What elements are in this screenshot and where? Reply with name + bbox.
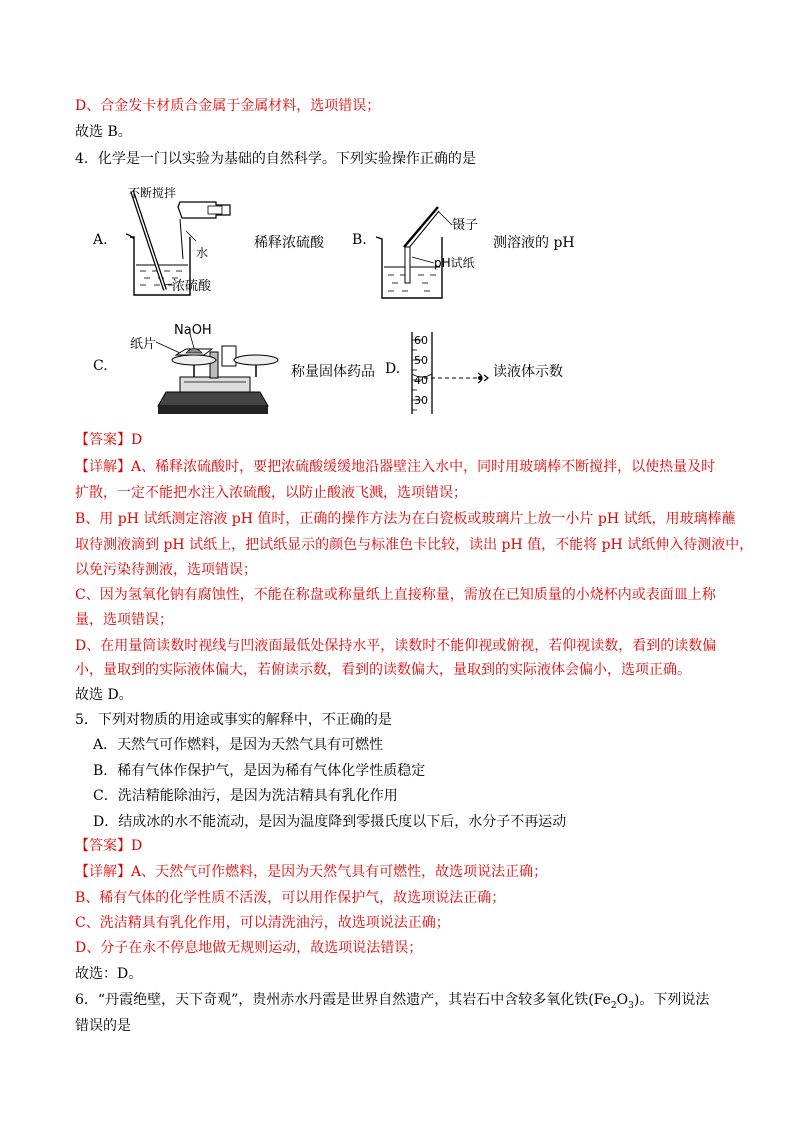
q5-detail-line-2: B、稀有气体的化学性质不活泼，可以用作保护气，故选项说法正确； [75, 890, 506, 906]
cylinder-tick-60: 60 [414, 334, 428, 347]
q4-detail-line-1: 【详解】A、稀释浓硫酸时，要把浓硫酸缓缓地沿器壁注入水中，同时用玻璃棒不断搅拌，以使热量及时 [75, 459, 716, 475]
q4-detail-line-7: 量，选项错误； [75, 612, 173, 628]
q4-option-b-caption: 测溶液的 pH [493, 235, 575, 251]
q5-option-c: C．洗洁精能除油污，是因为洗洁精具有乳化作用 [93, 788, 398, 804]
label-conc-acid: 浓硫酸 [172, 279, 212, 294]
q4-option-d-letter: D. [385, 361, 401, 377]
q4-detail-line-3: B、用 pH 试纸测定溶液 pH 值时，正确的操作方法为在白瓷板或玻璃片上放一小片 pH 试纸，用玻璃棒蘸 [75, 511, 736, 527]
q6-sub-3: 3 [628, 1000, 634, 1011]
q4-answer: 【答案】D [75, 432, 143, 448]
q5-answer: 【答案】D [75, 838, 143, 854]
q5-option-a: A．天然气可作燃料，是因为天然气具有可燃性 [93, 737, 384, 753]
q4-stem: 4．化学是一门以实验为基础的自然科学。下列实验操作正确的是 [75, 151, 476, 167]
q4-option-c-letter: C. [93, 358, 108, 374]
q4-detail-line-5: 以免污染待测液，选项错误； [75, 562, 257, 578]
prev-conclusion: 故选 B。 [75, 124, 132, 140]
q5-stem: 5．下列对物质的用途或事实的解释中，不正确的是 [75, 712, 392, 728]
q4-option-c-caption: 称量固体药品 [291, 364, 375, 380]
q4-detail-line-8: D、在用量筒读数时视线与凹液面最低处保持水平，读数时不能仰视或俯视，若仰视读数，看到的读数偏 [75, 638, 717, 654]
q5-option-b: B．稀有气体作保护气，是因为稀有气体化学性质稳定 [93, 763, 426, 779]
cylinder-tick-30: 30 [414, 394, 428, 407]
q6-stem-pre: 6．“丹霞绝壁，天下奇观”，贵州赤水丹霞是世界自然遗产，其岩石中含较多氧化铁(Fe [75, 992, 611, 1008]
q6-stem-line-2: 错误的是 [75, 1018, 131, 1034]
q4-option-d-caption: 读液体示数 [493, 364, 563, 380]
q4-conclusion: 故选 D。 [75, 687, 133, 703]
figure-measure-ph [372, 205, 487, 300]
figure-cylinder [400, 330, 495, 414]
label-water: 水 [196, 246, 209, 260]
q5-detail-line-3: C、洗洁精具有乳化作用，可以清洗油污，故选项说法正确； [75, 915, 450, 931]
q5-detail-line-4: D、分子在永不停息地做无规则运动，故选项说法错误； [75, 940, 423, 956]
figure-balance [128, 322, 288, 420]
label-paper-sheet: 纸片 [130, 337, 157, 352]
cylinder-tick-40: 40 [414, 374, 428, 387]
label-ph-paper: pH试纸 [434, 256, 475, 270]
label-tweezers: 镊子 [452, 218, 479, 233]
q6-stem [75, 990, 709, 1016]
figure-dilute-acid [120, 185, 255, 300]
q6-stem-post: )。下列说法 [633, 992, 710, 1008]
q4-option-a-letter: A. [93, 232, 108, 248]
cylinder-tick-50: 50 [414, 354, 428, 367]
q4-detail-line-6: C、因为氢氧化钠有腐蚀性，不能在称盘或称量纸上直接称量，需放在已知质量的小烧杯内或表面皿上称 [75, 587, 716, 603]
q5-conclusion: 故选：D。 [75, 966, 143, 982]
q6-stem-o: O [616, 992, 629, 1008]
label-naoh: NaOH [174, 323, 212, 338]
q4-option-b-letter: B. [352, 232, 367, 248]
label-stir: 不断搅拌 [128, 186, 177, 200]
q5-detail-line-1: 【详解】A、天然气可作燃料，是因为天然气具有可燃性，故选项说法正确； [75, 864, 548, 880]
q4-detail-line-4: 取待测液滴到 pH 试纸上，把试纸显示的颜色与标准色卡比较，读出 pH 值，不能将 pH 试纸伸入待测液中， [75, 537, 754, 553]
q4-option-a-caption: 稀释浓硫酸 [254, 235, 324, 251]
q6-sub-2: 2 [610, 1000, 617, 1011]
q4-detail-line-9: 小，量取到的实际液体偏大，若俯读示数，看到的读数偏大，量取到的实际液体会偏小，选项正确。 [75, 662, 691, 678]
q5-option-d: D．结成冰的水不能流动，是因为温度降到零摄氏度以下后，水分子不再运动 [93, 814, 567, 830]
q4-detail-line-2: 扩散，一定不能把水注入浓硫酸，以防止酸液飞溅，选项错误； [75, 485, 467, 501]
prev-option-d-explanation: D、合金发卡材质合金属于金属材料，选项错误； [75, 98, 381, 114]
